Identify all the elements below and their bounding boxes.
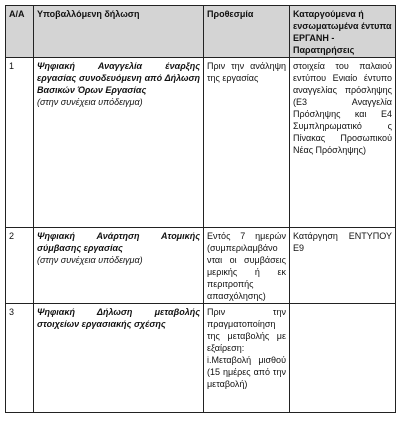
row-num: 1: [6, 58, 34, 228]
table-body: [6, 58, 396, 413]
header-row: [6, 6, 396, 58]
declaration-title: Ψηφιακή Αναγγελία έναρξης εργασίας συνοδευόμενη από Δήλωση Βασικών Όρων Εργασίας: [37, 61, 200, 95]
forms-cell: [290, 304, 396, 413]
deadline-cell: Πριν την πραγματοποίηση της μεταβολής με εξαίρεση: i.Μεταβολή μισθού (15 ημέρες από την μεταβολή): [204, 304, 290, 413]
row-num: 2: [6, 228, 34, 304]
declaration-cell: [34, 228, 204, 304]
forms-cell: στοιχεία του παλαιού εντύπου Ενιαίο έντυπο αναγγελίας πρόσληψης (Ε3 Αναγγελία Πρόσληψης και Ε4 Συμπληρωματικό ς Πίνακας Προσωπικού Νέας Πρόσληψης): [290, 58, 396, 228]
declarations-table: [5, 5, 396, 413]
header-num: Α/Α: [6, 6, 34, 58]
table-row: [6, 58, 396, 228]
header-forms: Καταργούμενα ή ενσωματωμένα έντυπα ΕΡΓΑΝΗ - Παρατηρήσεις: [290, 6, 396, 58]
table-row: [6, 304, 396, 413]
row-num: 3: [6, 304, 34, 413]
declaration-cell: [34, 58, 204, 228]
declaration-title: Ψηφιακή Ανάρτηση Ατομικής σύμβασης εργασίας: [37, 231, 200, 253]
declaration-cell: [34, 304, 204, 413]
table-row: [6, 228, 396, 304]
declaration-title: Ψηφιακή Δήλωση μεταβολής στοιχείων εργασιακής σχέσης: [37, 307, 200, 329]
deadline-cell: Εντός 7 ημερών (συμπεριλαμβάνο νται οι συμβάσεις μερικής ή εκ περιτροπής απασχόλησης): [204, 228, 290, 304]
declaration-note: (στην συνέχεια υπόδειγμα): [37, 255, 143, 265]
deadline-cell: Πριν την ανάληψη της εργασίας: [204, 58, 290, 228]
header-deadline: Προθεσμία: [204, 6, 290, 58]
forms-cell: Κατάργηση ΕΝΤΥΠΟΥ Ε9: [290, 228, 396, 304]
header-declaration: Υποβαλλόμενη δήλωση: [34, 6, 204, 58]
table-header: [6, 6, 396, 58]
declaration-note: (στην συνέχεια υπόδειγμα): [37, 97, 143, 107]
